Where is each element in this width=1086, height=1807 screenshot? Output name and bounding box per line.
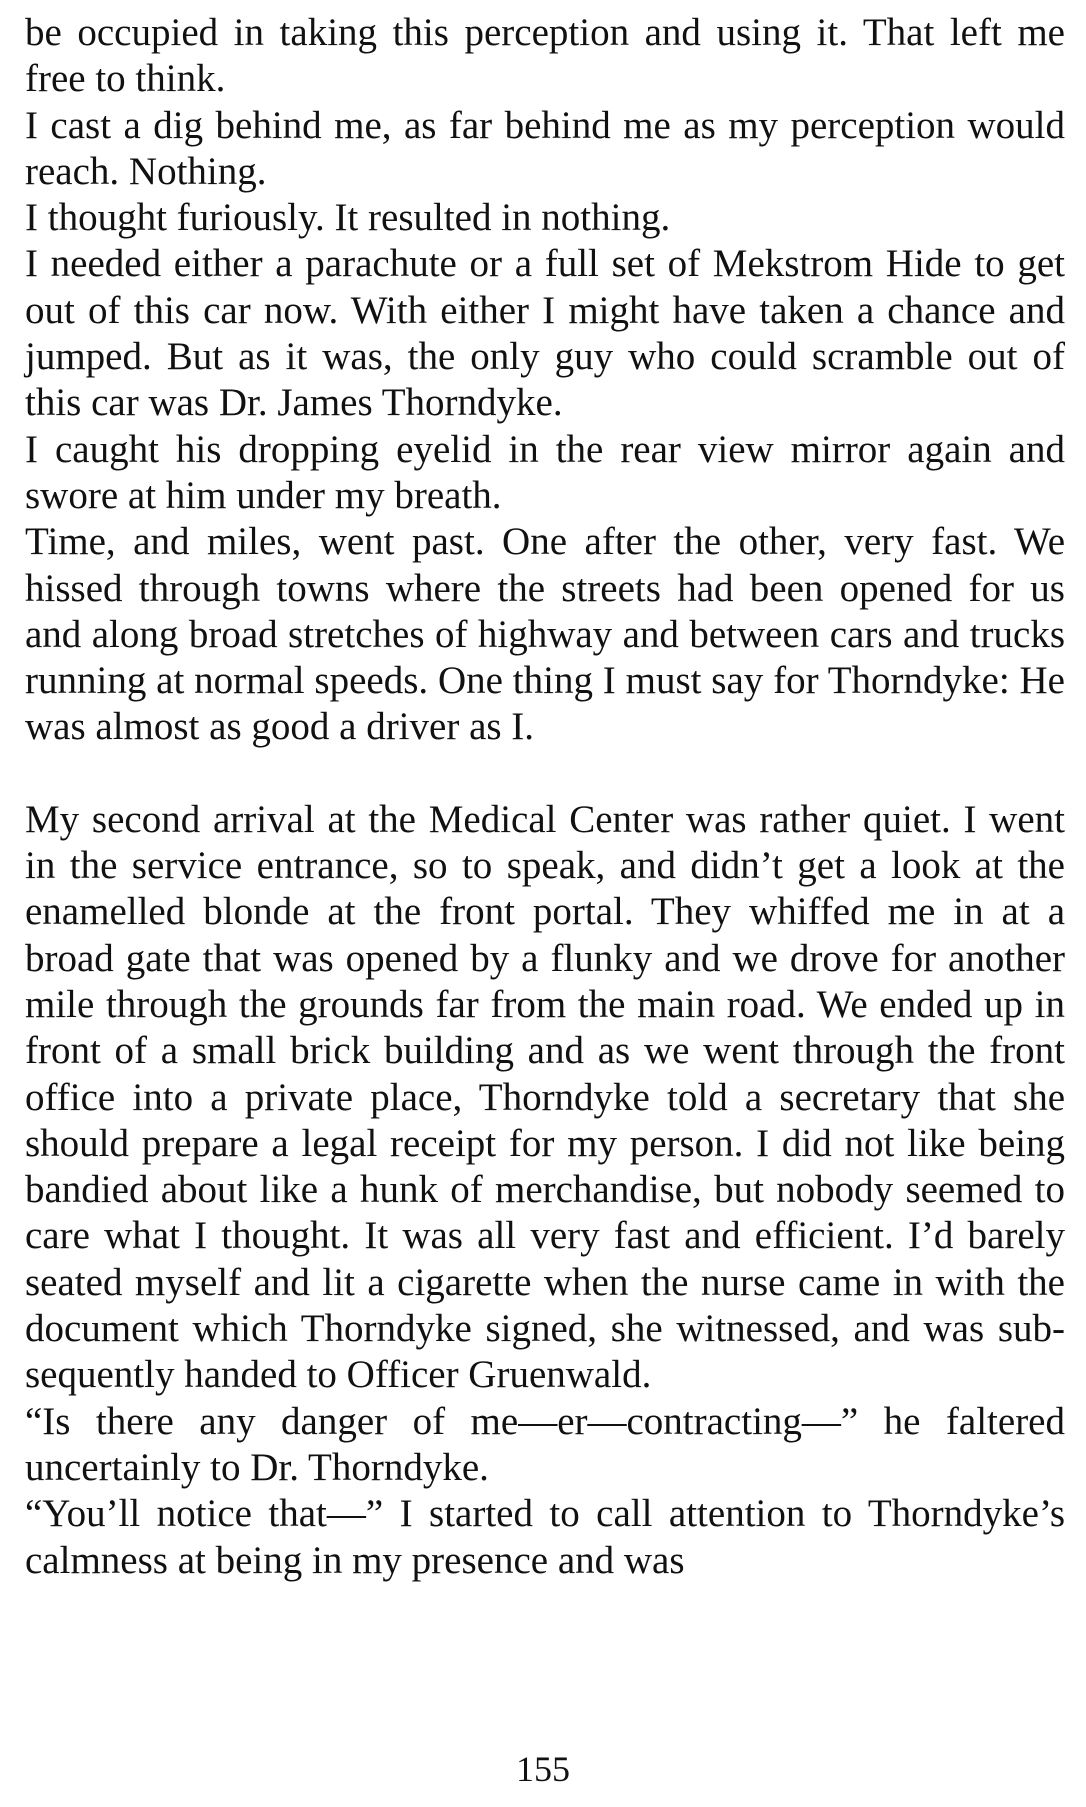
paragraph-2: I cast a dig behind me, as far behind me as my perception would reach. Nothing. — [25, 103, 1065, 193]
paragraph-5: I caught his dropping eyelid in the rear view mirror again and swore at him under my breath. — [25, 427, 1065, 517]
paragraph-4: I needed either a parachute or a full set of Mekstrom Hide to get out of this car now. With either I might have taken a chance and jumped. But as it was, the only guy who could scramble out of this car was Dr. James Thorndyke. — [25, 242, 1065, 425]
paragraph-6: Time, and miles, went past. One after the other, very fast. We hissed through towns where the streets had been opened for us and along broad stretches of highway and between cars and trucks running at normal speeds. One thing I must say for Thorndyke: He was almost as good a driver as I. — [25, 520, 1065, 749]
paragraph-1: be occupied in taking this perception and using it. That left me free to think. — [25, 11, 1065, 101]
paragraph-9: “You’ll notice that—” I started to call attention to Thorndyke’s calmness at being in my presence and was — [25, 1492, 1065, 1582]
paragraph-3: I thought furiously. It resulted in nothing. — [25, 196, 671, 240]
page-body — [25, 10, 1065, 1584]
paragraph-7: My second arrival at the Medical Center was rather quiet. I went in the service entrance, so to speak, and didn’t get a look at the enamelled blonde at the front portal. They whiffed me in at a broad gate that was opened by a flunky and we drove for another mile through the grounds far from the main road. We ended up in front of a small brick building and as we went through the front office into a private place, Thorndyke told a secretary that she should prepare a legal receipt for my person. I did not like being bandied about like a hunk of merchandise, but nobody seemed to care what I thought. It was all very fast and efficient. I’d barely seated myself and lit a cigarette when the nurse came in with the document which Thorndyke signed, she witnessed, and was subsequently handed to Officer Gruenwald. — [25, 797, 1065, 1397]
paragraph-8: “Is there any danger of me—er—contracting—” he faltered uncertainly to Dr. Thorndyke. — [25, 1399, 1065, 1489]
page-number: 155 — [516, 1749, 570, 1789]
